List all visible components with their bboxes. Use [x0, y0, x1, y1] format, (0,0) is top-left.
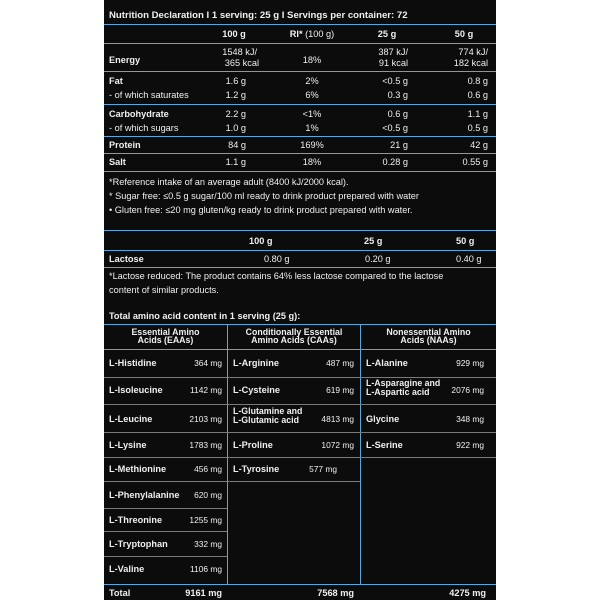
eaa-value: 456 mg [194, 464, 222, 474]
eaa-value: 364 mg [194, 358, 222, 368]
eaa-name: L-Valine [109, 564, 145, 574]
fat-50g: 0.8 g [467, 76, 488, 86]
eaa-header-line2: Acids (EAAs) [137, 335, 194, 346]
fat-25g: <0.5 g [382, 76, 408, 86]
caa-name-line2: L-Glutamic acid [233, 415, 299, 426]
lactose-note-line1: *Lactose reduced: The product contains 64% less lactose compared to the lactose [109, 271, 444, 281]
sugar-free-note: * Sugar free: ≤0.5 g sugar/100 ml ready to drink product prepared with water [109, 191, 419, 201]
protein-ri: 169% [300, 140, 324, 150]
eaa-value: 2103 mg [189, 414, 222, 424]
caa-value: 577 mg [309, 464, 337, 474]
eaa-group-header [104, 328, 227, 345]
caa-value: 1072 mg [321, 440, 354, 450]
protein-100g: 84 g [228, 140, 246, 150]
lactose-25g: 0.20 g [365, 254, 391, 264]
eaa-value: 620 mg [194, 490, 222, 500]
naa-name-two-line [366, 379, 440, 397]
salt-50g: 0.55 g [462, 157, 488, 167]
eaa-value: 1783 mg [189, 440, 222, 450]
sugars-25g: <0.5 g [382, 123, 408, 133]
eaa-name: L-Phenylalanine [109, 490, 180, 500]
caa-name: L-Cysteine [233, 385, 280, 395]
nutrition-declaration-title: Nutrition Declaration I 1 serving: 25 g I Servings per container: 72 [109, 10, 408, 21]
lactose-col-25g: 25 g [364, 236, 383, 246]
row-divider [104, 71, 496, 72]
gluten-free-note: • Gluten free: ≤20 mg gluten/kg ready to drink product prepared with water. [109, 205, 413, 215]
carbohydrate-100g: 2.2 g [225, 109, 246, 119]
row-divider [104, 432, 496, 433]
row-divider [104, 153, 496, 154]
naa-name: Glycine [366, 414, 400, 424]
energy-25g-kcal: 91 kcal [378, 58, 408, 68]
row-divider [360, 325, 361, 585]
caa-name: L-Tyrosine [233, 464, 280, 474]
energy-50g-kcal: 182 kcal [453, 58, 488, 68]
saturates-100g: 1.2 g [225, 90, 246, 100]
naa-name-line2: L-Aspartic acid [366, 387, 430, 398]
energy-100g-kcal: 365 kcal [224, 58, 259, 68]
sugars-100g: 1.0 g [225, 123, 246, 133]
row-divider [104, 508, 227, 509]
eaa-header-line1: Essential Amino [131, 327, 200, 337]
naa-value: 922 mg [456, 440, 484, 450]
eaa-value: 1106 mg [190, 564, 222, 574]
naa-header-line1: Nonessential Amino [386, 327, 471, 337]
row-divider [104, 136, 496, 137]
eaa-name: L-Histidine [109, 358, 157, 368]
eaa-name: L-Threonine [109, 515, 163, 525]
naa-group-header [361, 328, 496, 345]
fat-label: Fat [109, 76, 123, 86]
row-divider [104, 584, 496, 585]
nutrition-label-panel [104, 0, 496, 600]
lactose-100g: 0.80 g [264, 254, 290, 264]
eaa-value: 332 mg [194, 539, 222, 549]
protein-label: Protein [109, 140, 141, 150]
sugars-50g: 0.5 g [467, 123, 488, 133]
sugars-ri: 1% [305, 123, 319, 133]
caa-value: 619 mg [326, 385, 354, 395]
eaa-name: L-Lysine [109, 440, 147, 450]
lactose-note-line2: content of similar products. [109, 285, 219, 295]
carbohydrate-50g: 1.1 g [467, 109, 488, 119]
lactose-col-100g: 100 g [249, 236, 273, 246]
salt-label: Salt [109, 157, 126, 167]
protein-25g: 21 g [390, 140, 408, 150]
saturates-ri: 6% [305, 90, 319, 100]
carbohydrate-ri: <1% [302, 109, 322, 119]
eaa-name: L-Methionine [109, 464, 167, 474]
lactose-col-50g: 50 g [456, 236, 475, 246]
total-eaa: 9161 mg [185, 588, 222, 598]
col-header-50g: 50 g [454, 29, 474, 39]
row-divider [104, 267, 496, 268]
row-divider [104, 457, 496, 458]
naa-header-line2: Acids (NAAs) [400, 335, 457, 346]
row-divider [104, 531, 227, 532]
saturates-label: - of which saturates [109, 90, 189, 100]
protein-50g: 42 g [470, 140, 488, 150]
reference-intake-note: *Reference intake of an average adult (8400 kJ/2000 kcal). [109, 177, 349, 187]
total-naa: 4275 mg [449, 588, 486, 598]
sugars-label: - of which sugars [109, 123, 179, 133]
row-divider [104, 250, 496, 251]
salt-25g: 0.28 g [382, 157, 408, 167]
row-divider [104, 104, 496, 105]
caa-value: 487 mg [326, 358, 354, 368]
eaa-name: L-Tryptophan [109, 539, 168, 549]
energy-100g-kj: 1548 kJ/ [222, 47, 257, 57]
eaa-value: 1255 mg [189, 515, 222, 525]
salt-ri: 18% [302, 157, 322, 167]
caa-header-line2: Amino Acids (CAAs) [251, 335, 337, 346]
total-caa: 7568 mg [317, 588, 354, 598]
salt-100g: 1.1 g [225, 157, 246, 167]
naa-name: L-Alanine [366, 358, 408, 368]
eaa-name: L-Isoleucine [109, 385, 163, 395]
row-divider [104, 171, 496, 172]
col-header-ri: RI* (100 g) [289, 29, 335, 39]
lactose-label: Lactose [109, 254, 144, 264]
lactose-top-divider [104, 230, 496, 231]
row-divider [104, 43, 496, 44]
row-divider [104, 481, 360, 482]
row-divider [104, 324, 496, 325]
naa-value: 929 mg [456, 358, 484, 368]
saturates-25g: 0.3 g [387, 90, 408, 100]
fat-100g: 1.6 g [225, 76, 246, 86]
energy-25g-kj: 387 kJ/ [378, 47, 408, 57]
caa-name: L-Arginine [233, 358, 279, 368]
caa-name-two-line [233, 407, 302, 425]
saturates-50g: 0.6 g [467, 90, 488, 100]
carbohydrate-label: Carbohydrate [109, 109, 169, 119]
naa-value: 348 mg [456, 414, 484, 424]
amino-acid-title: Total amino acid content in 1 serving (25 g): [109, 311, 301, 321]
row-divider [227, 325, 228, 585]
row-divider [104, 349, 496, 350]
lactose-50g: 0.40 g [456, 254, 482, 264]
col-header-100g: 100 g [222, 29, 246, 39]
header-divider [104, 24, 496, 25]
energy-ri: 18% [302, 55, 322, 65]
naa-name-line1: L-Asparagine and [366, 378, 441, 388]
caa-name: L-Proline [233, 440, 273, 450]
col-header-25g: 25 g [377, 29, 397, 39]
row-divider [104, 556, 227, 557]
naa-value: 2076 mg [451, 385, 484, 395]
naa-name: L-Serine [366, 440, 403, 450]
eaa-name: L-Leucine [109, 414, 153, 424]
row-divider [104, 404, 496, 405]
energy-50g-kj: 774 kJ/ [458, 47, 488, 57]
caa-name-line1: L-Glutamine and [233, 406, 303, 416]
fat-ri: 2% [305, 76, 319, 86]
caa-value: 4813 mg [321, 414, 354, 424]
total-label: Total [109, 588, 131, 598]
caa-header-line1: Conditionally Essential [245, 327, 343, 337]
caa-group-header [228, 328, 360, 345]
eaa-value: 1142 mg [190, 385, 222, 395]
energy-label: Energy [109, 55, 141, 65]
carbohydrate-25g: 0.6 g [387, 109, 408, 119]
